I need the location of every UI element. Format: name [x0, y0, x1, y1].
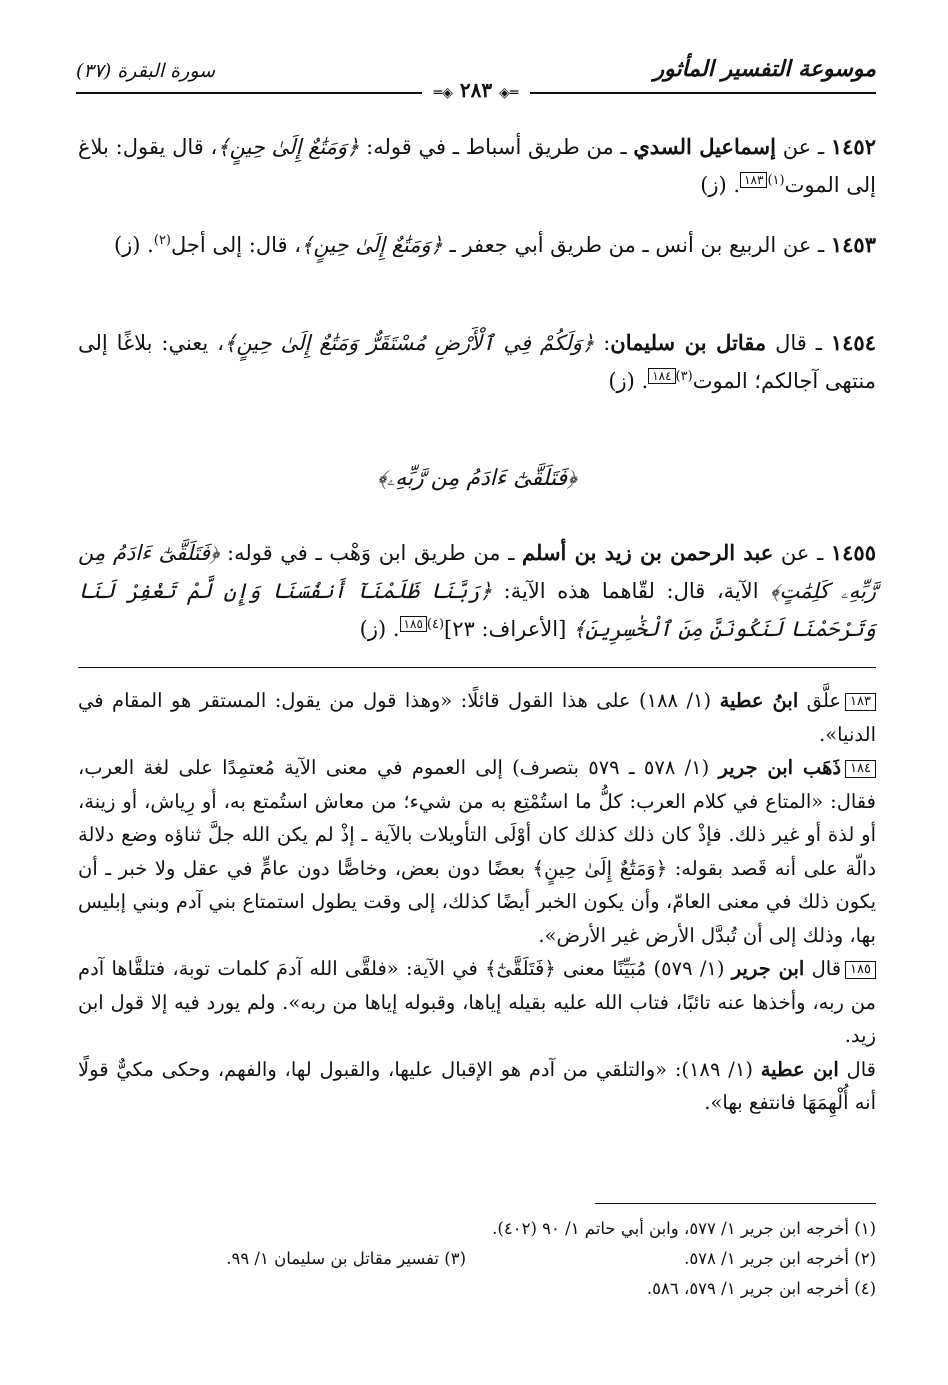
comment-185: ١٨٥قال ابن جرير (١/ ٥٧٩) مُبَيِّنًا معنى ﴿فَتَلَقَّىٰٓ﴾ في الآية: «فلقَّى الله آدمَ كلمات توبة، فتلقَّاها آدم من ربه، وأخذها عنه تائبًا، فتاب الله عليه بقيله إياها، وقبوله إياها من ربه». ولم يورد فيه إلا قول ابن زيد.: [78, 957, 876, 1047]
narrator-name: إسماعيل السدي: [633, 134, 776, 159]
ornament-icon: ◈═: [499, 85, 519, 101]
entry-1455: ١٤٥٥ ـ عن عبد الرحمن بن زيد بن أسلم ـ من طريق ابن وَهْب ـ في قوله: ﴿فَتَلَقَّىٰٓ ءَادَمُ مِن رَّبِّهِۦ كَلِمَٰتٍ﴾ الآية، قال: لقّاهما هذه الآية: ﴿رَبَّنَا ظَلَمْنَآ أَنفُسَنَا وَإِن لَّمْ تَغْفِرْ لَنَا وَتَرْحَمْنَا لَنَكُونَنَّ مِنَ ٱلْخَٰسِرِينَ﴾ [الأعراف: ٢٣]$^{(٤)}$١٨٥. (ز): [78, 540, 876, 641]
narrator-name: مقاتل بن سليمان: [610, 330, 767, 355]
footnote-4: (٤) أخرجه ابن جرير ١/ ٥٧٩، ٥٨٦.: [646, 1279, 876, 1298]
entry-1452: ١٤٥٢ ـ عن إسماعيل السدي ـ من طريق أسباط ـ في قوله: ﴿وَمَتَٰعٌ إِلَىٰ حِينٍ﴾، قال يقول: بلاغ إلى الموت$^{(١)}$١٨٣. (ز): [78, 134, 876, 197]
comment-number: ١٨٤: [845, 760, 876, 778]
comment-number: ١٨٣: [845, 693, 876, 711]
quran-verse: ﴿فَتَلَقَّىٰٓ ءَادَمُ مِن رَّبِّهِۦ كَلِمَٰتٍ﴾: [78, 541, 876, 603]
footnote-3: (٣) تفسير مقاتل بن سليمان ١/ ٩٩.: [226, 1249, 466, 1268]
footnote-marker: (٤): [426, 617, 445, 632]
footnote-2: (٢) أخرجه ابن جرير ١/ ٥٧٨.: [684, 1249, 876, 1268]
commentary-separator: [78, 667, 876, 668]
page-number: ٢٨٣: [459, 78, 493, 102]
comment-number: ١٨٥: [845, 961, 876, 979]
footnote-separator: [595, 1203, 876, 1204]
footnotes: [78, 1214, 876, 1304]
entry-number: ١٤٥٥: [830, 540, 876, 565]
quran-verse: ﴿وَلَكُمْ فِي ٱلْأَرْضِ مُسْتَقَرٌّ وَمَتَٰعٌ إِلَىٰ حِينٍ﴾: [224, 331, 595, 355]
book-title: موسوعة التفسير المأثور: [653, 56, 876, 82]
surah-label: سورة البقرة (٣٧): [76, 60, 216, 82]
comment-183: ١٨٣علَّق ابنُ عطية (١/ ١٨٨) على هذا القول قائلًا: «وهذا قول من يقول: المستقر هو المقام في الدنيا».: [78, 689, 876, 746]
quran-verse: ﴿رَبَّنَا ظَلَمْنَآ أَنفُسَنَا وَإِن لَّمْ تَغْفِرْ لَنَا وَتَرْحَمْنَا لَنَكُونَنَّ مِنَ ٱلْخَٰسِرِينَ﴾: [78, 579, 876, 641]
quran-verse: ﴿وَمَتَٰعٌ إِلَىٰ حِينٍ﴾: [301, 233, 443, 257]
section-heading: ﴿فَتَلَقَّىٰٓ ءَادَمُ مِن رَّبِّهِۦ﴾: [377, 466, 577, 491]
scholar-name: ابن جرير: [718, 756, 794, 779]
entry-number: ١٤٥٤: [830, 330, 876, 355]
comment-184: ١٨٤ذَهَب ابن جرير (١/ ٥٧٨ ـ ٥٧٩ بتصرف) إلى العموم في معنى الآية مُعتمِدًا على لغة العرب، فقال: «المتاع في كلام العرب: كلُّ ما استُمْتِع به من شيء؛ من معاش استُمتع به، أو رِياش، أو زينة، أو لذة أو غير ذلك. فإذْ كان ذلك كذلك كان أوْلَى التأويلات بالآية ـ إذْ لم يكن الله جلَّ ثناؤه وضع دلالة دالّة على أنه قَصد بقوله: ﴿وَمَتَٰعٌ إِلَىٰ حِينٍ﴾ بعضًا دون بعض، وخاصًّا دون عامٍّ في عقل ولا خبر ـ أن يكون ذلك في معنى العامّ، وأن يكون الخبر أيضًا كذلك، إلى وقت يطول استمتاع بني آدم وبني إبليس بها، وذلك إلى أن تُبدَّل الأرض غير الأرض».: [78, 756, 876, 947]
footnote-marker: (١): [767, 173, 785, 188]
entry-number: ١٤٥٢: [830, 134, 876, 159]
scholar-name: ابن عطية: [760, 1057, 839, 1081]
comment-ref[interactable]: ١٨٤: [648, 368, 675, 384]
comment-ref[interactable]: ١٨٣: [740, 172, 767, 188]
entry-number: ١٤٥٣: [830, 232, 876, 257]
footnote-marker: (٣): [675, 369, 693, 384]
narrator-name: عبد الرحمن بن زيد بن أسلم: [522, 540, 774, 565]
commentary-section: [78, 684, 876, 1120]
entry-1454: ١٤٥٤ ـ قال مقاتل بن سليمان: ﴿وَلَكُمْ فِي ٱلْأَرْضِ مُسْتَقَرٌّ وَمَتَٰعٌ إِلَىٰ حِينٍ﴾، يعني: بلاغًا إلى منتهى آجالكم؛ الموت$^{(٣)}$١٨٤. (ز): [78, 330, 876, 393]
scholar-name: ابنُ عطية: [719, 689, 799, 712]
page-number-box: [422, 78, 531, 102]
footnote-marker: (٢): [153, 233, 171, 248]
page-header: [76, 48, 876, 108]
footnote-1: (١) أخرجه ابن جرير ١/ ٥٧٧، وابن أبي حاتم ١/ ٩٠ (٤٠٢).: [492, 1219, 876, 1238]
comment-ref[interactable]: ١٨٥: [400, 616, 427, 632]
comment-185-continued: قال ابن عطية (١/ ١٨٩): «والتلقي من آدم هو الإقبال عليها، والقبول لها، والفهم، وحكى مكيٌّ قولًا أنه أُلْهِمَهَا فانتفع بها».: [78, 1057, 876, 1114]
ornament-icon: ═◈: [433, 85, 453, 101]
verse-citation: [الأعراف: ٢٣]: [444, 617, 573, 641]
entry-1453: ١٤٥٣ ـ عن الربيع بن أنس ـ من طريق أبي جعفر ـ ﴿وَمَتَٰعٌ إِلَىٰ حِينٍ﴾، قال: إلى أجل$^{(٢)}$. (ز): [113, 232, 876, 257]
scholar-name: ابن جرير: [731, 957, 805, 980]
quran-verse: ﴿وَمَتَٰعٌ إِلَىٰ حِينٍ﴾: [217, 135, 360, 159]
